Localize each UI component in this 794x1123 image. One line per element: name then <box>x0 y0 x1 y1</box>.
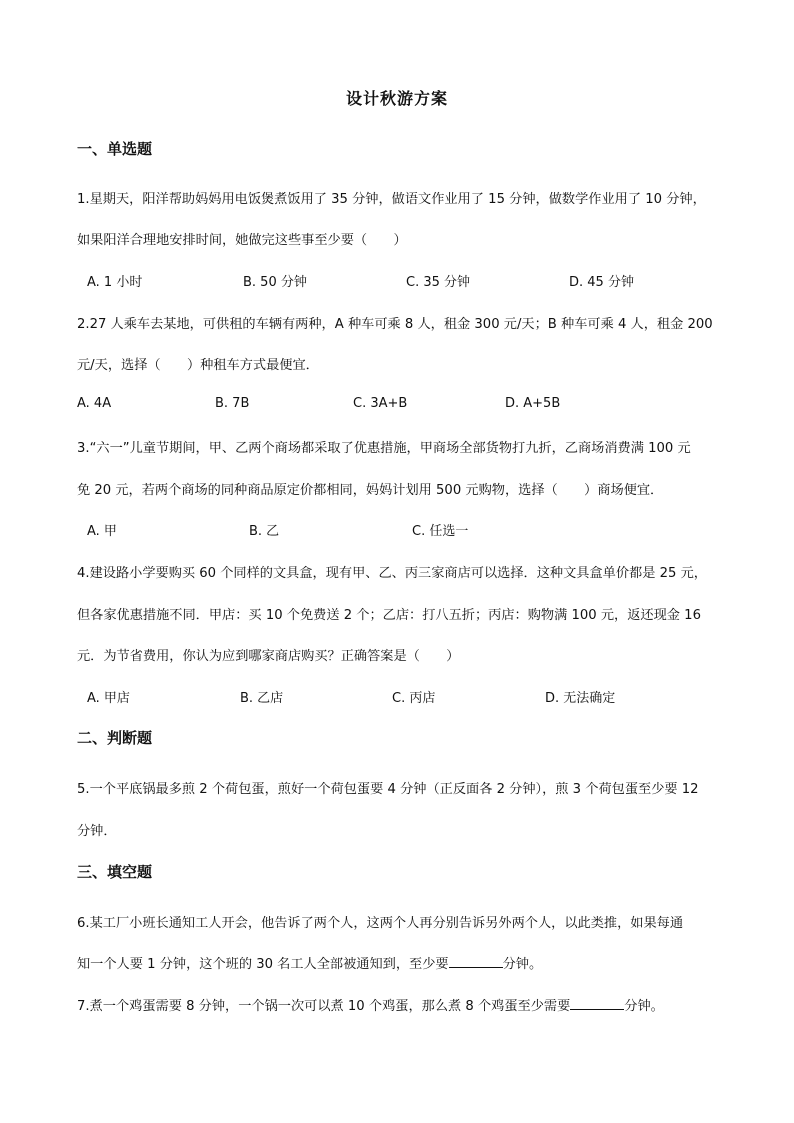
question-7-line-1 <box>77 995 664 1014</box>
question-2-option-a: A. 4A <box>77 396 112 411</box>
question-2-option-b: B. 7B <box>215 396 250 411</box>
question-2-line-1: 2.27 人乘车去某地，可供租的车辆有两种，A 种车可乘 8 人，租金 300 元/天；B 种车可乘 4 人，租金 200 <box>77 317 713 332</box>
section-heading-single-choice: 一、单选题 <box>77 140 153 158</box>
question-3-option-c: C. 任选一 <box>412 524 469 539</box>
question-6-text-after-blank: 分钟。 <box>502 957 543 972</box>
question-3-option-b: B. 乙 <box>249 524 280 539</box>
question-4-line-1: 4.建设路小学要购买 60 个同样的文具盒，现有甲、乙、丙三家商店可以选择．这种文具盒单价都是 25 元， <box>77 566 707 581</box>
question-1-option-b: B. 50 分钟 <box>243 275 307 290</box>
question-5-line-1: 5.一个平底锅最多煎 2 个荷包蛋，煎好一个荷包蛋要 4 分钟（正反面各 2 分钟），煎 3 个荷包蛋至少要 12 <box>77 782 699 797</box>
question-1-option-d: D. 45 分钟 <box>569 275 634 290</box>
question-2-line-2: 元/天，选择（ ）种租车方式最便宜． <box>77 358 319 373</box>
question-7-text-before-blank: 7.煮一个鸡蛋需要 8 分钟，一个锅一次可以煮 10 个鸡蛋，那么煮 8 个鸡蛋至少需要 <box>77 999 571 1014</box>
question-1-line-1: 1.星期天，阳洋帮助妈妈用电饭煲煮饭用了 35 分钟，做语文作业用了 15 分钟，做数学作业用了 10 分钟， <box>77 192 706 207</box>
answer-blank[interactable] <box>449 955 503 968</box>
question-1-option-c: C. 35 分钟 <box>406 275 471 290</box>
question-4-option-c: C. 丙店 <box>392 691 436 706</box>
question-4-option-a: A. 甲店 <box>87 691 130 706</box>
section-heading-fill-in: 三、填空题 <box>77 863 153 881</box>
answer-blank[interactable] <box>570 997 624 1010</box>
question-2-option-c: C. 3A+B <box>353 396 408 411</box>
question-3-line-1: 3.“六一”儿童节期间，甲、乙两个商场都采取了优惠措施，甲商场全部货物打九折，乙商场消费满 100 元 <box>77 441 691 456</box>
question-3-line-2: 免 20 元，若两个商场的同种商品原定价都相同，妈妈计划用 500 元购物，选择（ ）商场便宜． <box>77 483 664 498</box>
page-title: 设计秋游方案 <box>345 89 448 108</box>
question-4-option-d: D. 无法确定 <box>545 691 616 706</box>
question-5-line-2: 分钟． <box>77 824 117 839</box>
question-4-option-b: B. 乙店 <box>240 691 284 706</box>
question-6-line-1: 6.某工厂小班长通知工人开会，他告诉了两个人，这两个人再分别告诉另外两个人，以此类推，如果每通 <box>77 916 684 931</box>
question-6-line-2 <box>77 953 542 972</box>
question-1-option-a: A. 1 小时 <box>87 275 143 290</box>
question-4-line-3: 元．为节省费用，你认为应到哪家商店购买？正确答案是（ ） <box>77 649 460 664</box>
question-2-option-d: D. A+5B <box>505 396 561 411</box>
question-3-option-a: A. 甲 <box>87 524 117 539</box>
question-7-text-after-blank: 分钟。 <box>624 999 664 1014</box>
question-6-text-before-blank: 知一个人要 1 分钟，这个班的 30 名工人全部被通知到，至少要 <box>77 957 449 972</box>
section-heading-true-false: 二、判断题 <box>77 729 153 747</box>
question-4-line-2: 但各家优惠措施不同．甲店：买 10 个免费送 2 个；乙店：打八五折；丙店：购物满 100 元，返还现金 16 <box>77 608 701 623</box>
question-1-line-2: 如果阳洋合理地安排时间，她做完这些事至少要（ ） <box>77 233 407 248</box>
